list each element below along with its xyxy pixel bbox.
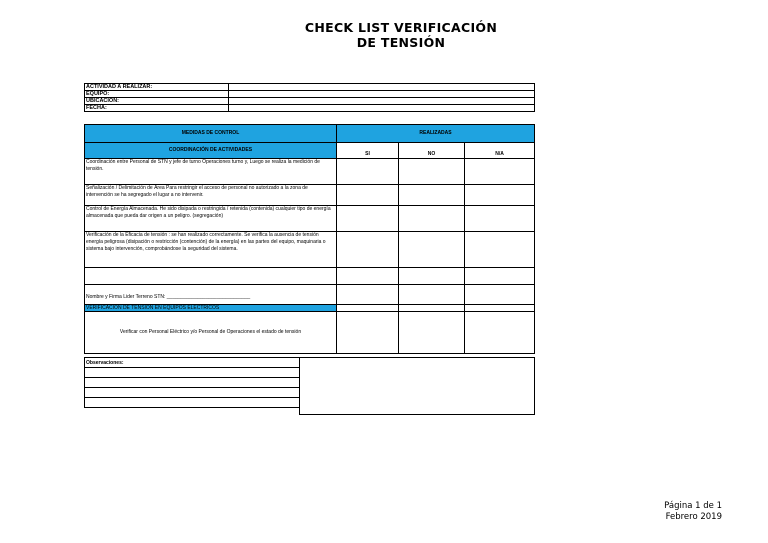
observations-table	[84, 357, 535, 415]
empty-cell	[337, 305, 399, 312]
observations-line-cell[interactable]	[85, 378, 300, 388]
col-no: NO	[399, 143, 465, 159]
col-si: SI	[337, 143, 399, 159]
row-text-signaling: Señalización / Delimitación de Área Para restringir el acceso de personal no autorizado a la zona de intervención se ha segregado el lugar a no intervenir.	[85, 185, 337, 206]
checklist-table	[84, 124, 535, 354]
empty-cell	[399, 305, 465, 312]
observations-line-cell[interactable]	[85, 388, 300, 398]
info-row-activity	[85, 84, 535, 91]
check-na-3[interactable]	[465, 206, 535, 232]
empty-cell	[465, 285, 535, 305]
check-si-2[interactable]	[337, 185, 399, 206]
subheader-row	[85, 143, 535, 159]
row-text-verification: Verificación de la Eficacia de tensión : se han realizado correctamente. Se verifica la ausencia de tensión energía peligrosa (disipación o restricción (contención) de la energía) en las partes del equipo, maquinaria o sistema bajo intervención, comprobándose la seguridad del sistema.	[85, 232, 337, 268]
info-label-date: FECHA:	[85, 105, 229, 112]
info-row-equipment	[85, 91, 535, 98]
check-si-3[interactable]	[337, 206, 399, 232]
table-row	[85, 312, 535, 354]
observations-row	[85, 358, 535, 368]
empty-row	[85, 268, 535, 285]
check-si-4[interactable]	[337, 232, 399, 268]
row-text-electrical: Verificar con Personal Eléctrico y/o Personal de Operaciones el estado de tensión	[85, 312, 337, 354]
info-label-equipment: EQUIPO:	[85, 91, 229, 98]
header-measures: MEDIDAS DE CONTROL	[85, 125, 337, 143]
check-na-1[interactable]	[465, 159, 535, 185]
info-table	[84, 83, 535, 112]
observations-box[interactable]	[300, 358, 535, 415]
document-title	[0, 20, 768, 50]
check-no-4[interactable]	[399, 232, 465, 268]
check-no-3[interactable]	[399, 206, 465, 232]
empty-cell	[399, 268, 465, 285]
info-value-location[interactable]	[229, 98, 535, 105]
signature-label[interactable]: Nombre y Firma Lider Terreno STN: ______________________________	[85, 285, 337, 305]
header-row	[85, 125, 535, 143]
section-electrical: VERIFICACIÓN DE TENSIÓN EN EQUIPOS ELÉCTRICOS	[85, 305, 337, 312]
table-row	[85, 232, 535, 268]
observations-line-cell[interactable]	[85, 398, 300, 408]
empty-cell	[465, 305, 535, 312]
subheader-coordination: COORDINACIÓN DE ACTIVIDADES	[85, 143, 337, 159]
table-row	[85, 185, 535, 206]
info-label-activity: ACTIVIDAD A REALIZAR:	[85, 84, 229, 91]
empty-cell	[85, 268, 337, 285]
check-si-5[interactable]	[337, 312, 399, 354]
check-si-1[interactable]	[337, 159, 399, 185]
col-na: N/A	[465, 143, 535, 159]
row-text-energy: Control de Energía Almacenada. He sido disipada o restringida / retenida (contenida) cualquier tipo de energía almacenada que pueda dar origen a un peligro. (segregación)	[85, 206, 337, 232]
empty-cell	[465, 268, 535, 285]
footer-date: Febrero 2019	[665, 512, 722, 522]
check-no-2[interactable]	[399, 185, 465, 206]
check-no-5[interactable]	[399, 312, 465, 354]
section-row	[85, 305, 535, 312]
row-text-coordination: Coordinación entre Personal de STN y jefe de turno Operaciones turno y, Luego se realiza la medición de tensión.	[85, 159, 337, 185]
observations-line-cell[interactable]	[85, 368, 300, 378]
info-value-equipment[interactable]	[229, 91, 535, 98]
title-line-1: CHECK LIST VERIFICACIÓN	[304, 20, 498, 35]
observations-label: Observaciones:	[85, 358, 300, 368]
info-row-date	[85, 105, 535, 112]
table-row	[85, 206, 535, 232]
empty-cell	[399, 285, 465, 305]
header-done: REALIZADAS	[337, 125, 535, 143]
check-na-5[interactable]	[465, 312, 535, 354]
info-value-date[interactable]	[229, 105, 535, 112]
empty-cell	[337, 285, 399, 305]
signature-row	[85, 285, 535, 305]
check-na-4[interactable]	[465, 232, 535, 268]
table-row	[85, 159, 535, 185]
info-label-location: UBICACIÓN:	[85, 98, 229, 105]
page-number: Página 1 de 1	[664, 501, 722, 511]
observations-line-cell	[85, 408, 300, 415]
check-na-2[interactable]	[465, 185, 535, 206]
empty-cell	[337, 268, 399, 285]
info-row-location	[85, 98, 535, 105]
page-footer	[664, 501, 722, 523]
check-no-1[interactable]	[399, 159, 465, 185]
title-line-2: DE TENSIÓN	[356, 35, 446, 50]
info-value-activity[interactable]	[229, 84, 535, 91]
